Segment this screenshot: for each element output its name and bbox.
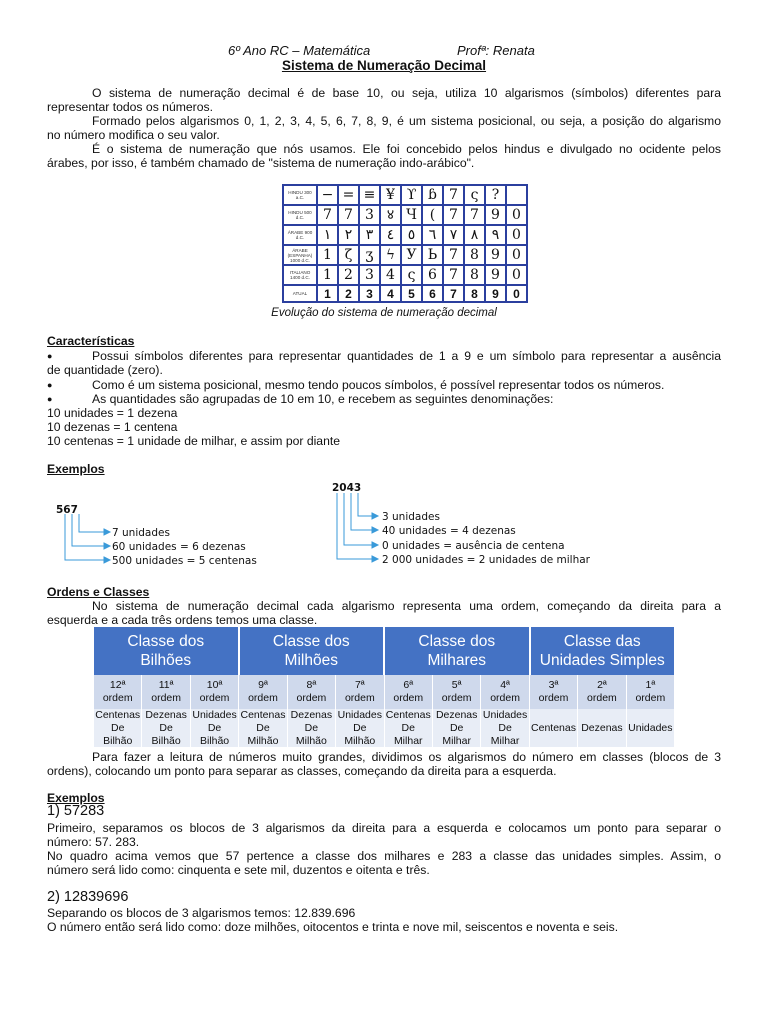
numeral-row [283,245,527,265]
exemplo2-line2: O número então será lido como: doze milhões, oitocentos e trinta e nove mil, seiscentos e noventa e seis. [47,920,619,934]
numeral-glyph: 7 [443,205,464,225]
numeral-row [283,185,527,205]
numeral-glyph: ٧ [443,225,464,245]
numeral-row-label: ÁRABE 900 d.C. [283,225,317,245]
order-name-cell: Unidades De Milhão [336,709,384,747]
example-2043-arrows [332,493,382,567]
header-teacher: Profª: Renata [457,43,535,58]
numeral-glyph: ≡ [359,185,380,205]
order-names-row [94,709,674,747]
exemplos-heading: Exemplos [47,462,105,476]
example-2043-line3: 0 unidades = ausência de centena [382,540,565,552]
numeral-glyph: ( [422,205,443,225]
exemplo1-line3: No quadro acima vemos que 57 pertence a classe dos milhares e 283 a classe das unidades simples. Assim, o [47,849,721,863]
numeral-row-label: ÁRABE (ESPANHA) 1000 d.C. [283,245,317,265]
ordens-p-line1: No sistema de numeração decimal cada algarismo representa uma ordem, começando da direita para a [92,599,721,613]
numeral-glyph: 4 [380,265,401,285]
bullet-icon: ● [47,351,53,361]
numeral-glyph: ζ [338,245,359,265]
ordens-p-line2: esquerda e a cada três ordens temos uma classe. [47,613,318,627]
order-name-cell: Centenas [530,709,578,747]
numeral-glyph: 7 [464,205,485,225]
numeral-row [283,205,527,225]
numeral-glyph: ४ [380,205,401,225]
intro-p3-line1: É o sistema de numeração que nós usamos. Ele foi concebido pelos hindus e divulgado no ocidente pelos [92,142,721,156]
numeral-glyph: 8 [464,245,485,265]
numeral-glyph: 3 [359,265,380,285]
intro-p1-line1: O sistema de numeração decimal é de base 10, ou seja, utiliza 10 algarismos (símbolos) diferentes para [92,86,721,100]
numeral-glyph: ٨ [464,225,485,245]
numeral-glyph: У [401,245,422,265]
intro-p3-line2: árabes, por isso, é também chamado de "sistema de numeração indo-arábico". [47,156,475,170]
classes-header-row [94,627,674,675]
order-name-cell: Centenas De Milhar [385,709,433,747]
numeral-glyph: 2 [338,285,359,302]
numeral-glyph: 9 [485,245,506,265]
numeral-row [283,285,527,302]
numeral-glyph: 3 [359,205,380,225]
exemplo1-line2: número: 57. 283. [47,835,140,849]
numeral-glyph: 7 [443,265,464,285]
numeral-glyph [506,185,527,205]
numeral-glyph: 9 [485,265,506,285]
order-cell: 6ª ordem [385,675,433,709]
numeral-row-label: ITALIANO 1400 d.C. [283,265,317,285]
numeral-glyph: 2 [338,265,359,285]
orders-row [94,675,674,709]
exemplo1-line1: Primeiro, separamos os blocos de 3 algarismos da direita para a esquerda e colocamos um ponto para separar o [47,821,721,835]
numeral-glyph: 5 [401,285,422,302]
header-subject: 6º Ano RC – Matemática [228,43,371,58]
numeral-glyph: 9 [485,205,506,225]
class-header-cell: Classe dos Bilhões [94,627,240,675]
numeral-glyph: ٢ [338,225,359,245]
carac-b3: As quantidades são agrupadas de 10 em 10, e recebem as seguintes denominações: [92,392,554,406]
numeral-glyph: ς [464,185,485,205]
order-name-cell: Centenas De Milhão [239,709,287,747]
numeral-glyph: 0 [506,205,527,225]
numeral-glyph: Ь [422,245,443,265]
numeral-glyph: ٤ [380,225,401,245]
order-cell: 9ª ordem [239,675,287,709]
exemplo2-line1: Separando os blocos de 3 algarismos temos: 12.839.696 [47,906,356,920]
numeral-glyph: ١ [317,225,338,245]
numeral-glyph: 7 [443,245,464,265]
numeral-row [283,265,527,285]
carac-b1-line1: Possui símbolos diferentes para representar quantidades de 1 a 9 e um símbolo para representar a ausência [92,349,721,363]
carac-l3: 10 centenas = 1 unidade de milhar, e assim por diante [47,434,341,448]
order-cell: 3ª ordem [530,675,578,709]
page-title: Sistema de Numeração Decimal [281,58,487,73]
class-header-cell: Classe das Unidades Simples [539,633,665,669]
numeral-glyph: 0 [506,285,527,302]
numeral-glyph: = [338,185,359,205]
numeral-glyph: 7 [443,185,464,205]
exemplo2-title: 2) 12839696 [47,889,129,905]
numeral-glyph: 1 [317,245,338,265]
numeral-row-label: ATUAL [283,285,317,302]
numeral-glyph: − [317,185,338,205]
example-567-number: 567 [56,504,78,516]
numeral-glyph: 0 [506,245,527,265]
caracteristicas-heading: Características [47,334,135,348]
order-cell: 5ª ordem [433,675,481,709]
example-2043-line1: 3 unidades [382,511,440,523]
numeral-glyph: 9 [485,285,506,302]
exemplos2-heading: Exemplos [47,791,105,805]
numeral-row [283,225,527,245]
order-cell: 8ª ordem [288,675,336,709]
numeral-glyph: 0 [506,265,527,285]
numeral-glyph: 4 [380,285,401,302]
numeral-glyph: 8 [464,285,485,302]
numeral-glyph: 8 [464,265,485,285]
order-cell: 11ª ordem [142,675,190,709]
numeral-glyph: 0 [506,225,527,245]
numeral-evolution-table [282,184,528,303]
order-cell: 12ª ordem [94,675,142,709]
class-header-cell: Classe dos Milhares [385,627,531,675]
ordens-p2-line2: ordens), colocando um ponto para separar as classes, começando da direita para a esquerda. [47,764,557,778]
class-header-cell: Classe dos Milhões [240,627,386,675]
numeral-glyph: ٦ [422,225,443,245]
order-name-cell: Dezenas De Bilhão [142,709,190,747]
order-name-cell: Centenas De Bilhão [94,709,142,747]
numeral-glyph: Ч [401,205,422,225]
carac-b2: Como é um sistema posicional, mesmo tendo poucos símbolos, é possível representar todos os números. [92,378,665,392]
carac-l1: 10 unidades = 1 dezena [47,406,178,420]
order-cell: 7ª ordem [336,675,384,709]
numeral-glyph: ٩ [485,225,506,245]
exemplo1-title: 1) 57283 [47,803,105,819]
numeral-glyph: ¥ [380,185,401,205]
numeral-glyph: 1 [317,285,338,302]
example-2043-line2: 40 unidades = 4 dezenas [382,525,516,537]
numeral-glyph: ٥ [401,225,422,245]
bullet-icon: ● [47,394,53,404]
example-2043-number: 2043 [332,482,362,494]
order-cell: 10ª ordem [191,675,239,709]
numeral-glyph: ? [485,185,506,205]
numeral-glyph: ɓ [422,185,443,205]
numeral-row-label: HINDU 300 a.C. [283,185,317,205]
numeral-table-caption: Evolução do sistema de numeração decimal [271,307,497,319]
intro-p2-line1: Formado pelos algarismos 0, 1, 2, 3, 4, 5, 6, 7, 8, 9, é um sistema posicional, ou seja, a posição do algarismo [92,114,721,128]
numeral-glyph: 7 [317,205,338,225]
numeral-glyph: ٣ [359,225,380,245]
order-name-cell: Unidades De Bilhão [191,709,239,747]
order-name-cell: Unidades De Milhar [481,709,529,747]
numeral-glyph: 7 [338,205,359,225]
bullet-icon: ● [47,380,53,390]
intro-p2-line2: no número modifica o seu valor. [47,128,220,142]
numeral-glyph: 6 [422,265,443,285]
numeral-glyph: 3 [359,285,380,302]
numeral-glyph: ϟ [380,245,401,265]
example-567-line3: 500 unidades = 5 centenas [112,555,257,567]
order-name-cell: Dezenas De Milhão [288,709,336,747]
carac-l2: 10 dezenas = 1 centena [47,420,178,434]
numeral-glyph: 6 [422,285,443,302]
example-567-arrows [56,514,116,570]
example-567-line2: 60 unidades = 6 dezenas [112,541,246,553]
example-2043-line4: 2 000 unidades = 2 unidades de milhar [382,554,591,566]
numeral-glyph: ʒ [359,245,380,265]
numeral-glyph: ϒ [401,185,422,205]
order-cell: 4ª ordem [481,675,529,709]
ordens-p2-line1: Para fazer a leitura de números muito grandes, dividimos os algarismos do número em classes (blocos de 3 [92,750,721,764]
numeral-glyph: 1 [317,265,338,285]
exemplo1-line4: número será lido como: cinquenta e sete mil, duzentos e oitenta e três. [47,863,430,877]
numeral-row-label: HINDU 500 d.C. [283,205,317,225]
order-name-cell: Dezenas [578,709,626,747]
order-cell: 2ª ordem [578,675,626,709]
carac-b1-line2: de quantidade (zero). [47,363,163,377]
ordens-heading: Ordens e Classes [47,585,150,599]
classes-table [94,627,674,747]
intro-p1-line2: representar todos os números. [47,100,213,114]
order-name-cell: Dezenas De Milhar [433,709,481,747]
numeral-glyph: ς [401,265,422,285]
numeral-glyph: 7 [443,285,464,302]
example-567-line1: 7 unidades [112,527,170,539]
order-cell: 1ª ordem [635,679,666,704]
order-name-cell: Unidades [628,721,673,734]
